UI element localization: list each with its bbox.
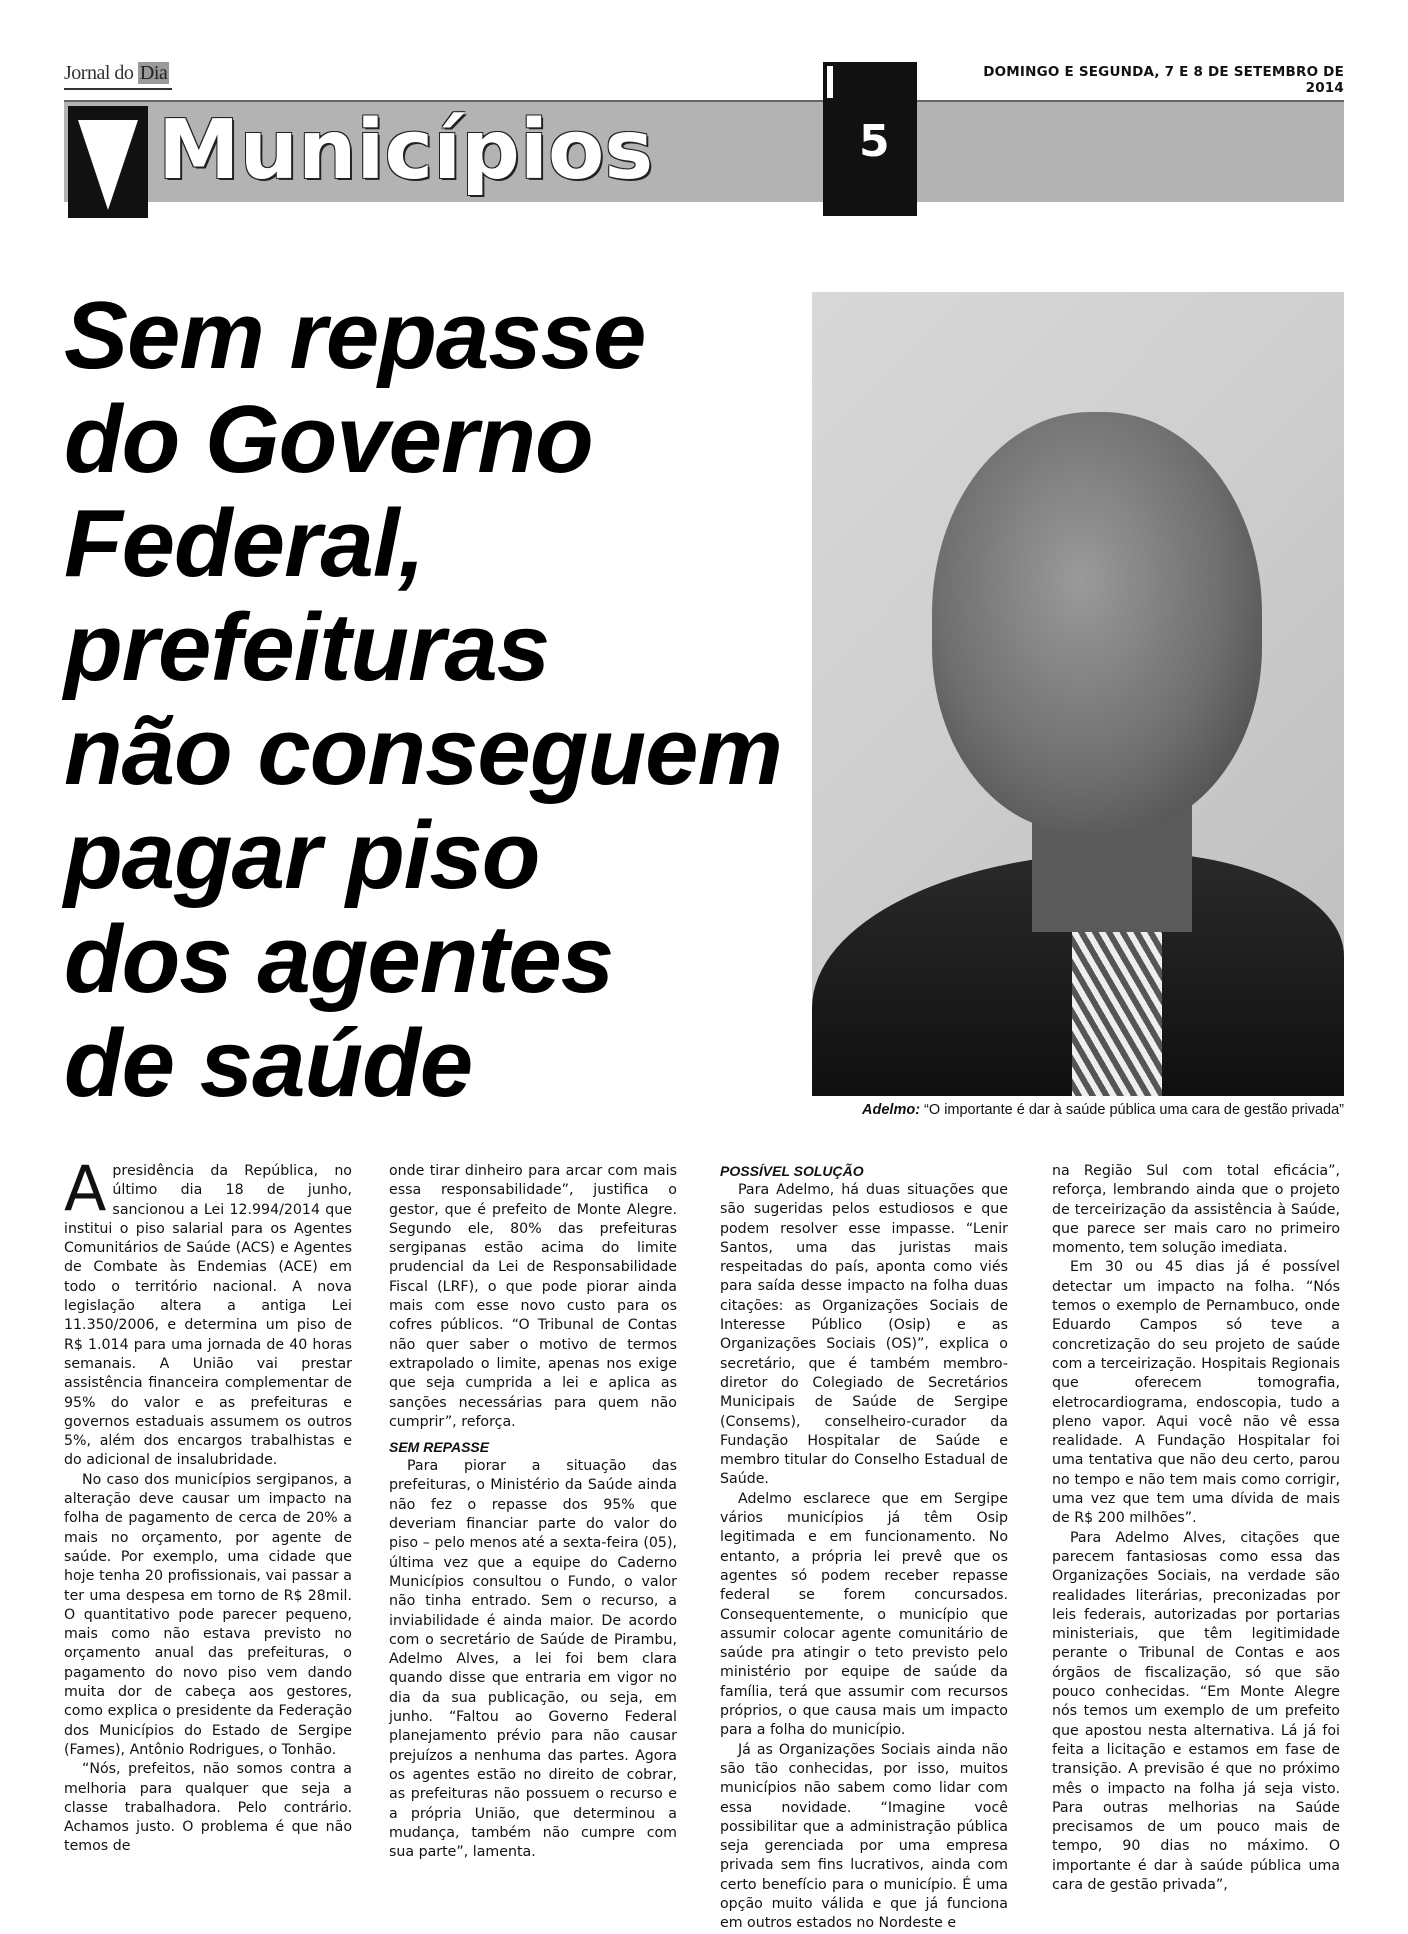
page-number-tick (827, 66, 833, 98)
dropcap: A (64, 1152, 107, 1225)
paragraph: Adelmo esclarece que em Sergipe vários municípios já têm Osip legitimada e em funcionamento. No entanto, a própria lei prevê que os agentes só podem receber repasse federal se forem concursados. Consequentemente, o município que assumir colocar agente comunitário de saúde pra atingir o teto previsto pelo ministério por equipe de saúde da família, terá que assumir com recursos próprios, o que causa mais um impacto para a folha do município. (720, 1490, 1008, 1739)
article-column-4 (1052, 1162, 1340, 1895)
caption-text: “O importante é dar à saúde pública uma cara de gestão privada” (920, 1102, 1344, 1118)
page-number-box (823, 62, 917, 216)
paragraph: No caso dos municípios sergipanos, a alteração deve causar um impacto na folha de pagamento de cerca de 20% a mais no orçamento, por agente de saúde. Por exemplo, uma cidade que hoje tenha 20 profissionais, vai passar a ter uma despesa em torno de R$ 28mil. O quantitativo pode parecer pequeno, mais como não estava previsto no orçamento anual das prefeituras, o pagamento do novo piso vem dando muita dor de cabeça aos gestores, como explica o presidente da Federação dos Municípios do Estado de Sergipe (Fames), Antônio Rodrigues, o Tonhão. (64, 1471, 352, 1758)
section-logo-icon (68, 106, 148, 218)
masthead-name-highlight: Dia (139, 62, 168, 84)
paragraph: Em 30 ou 45 dias já é possível detectar um impacto na folha. “Nós temos o exemplo de Pernambuco, onde Eduardo Campos só teve a concretização do seu projeto de saúde com a terceirização. Hospitais Regionais que oferecem tomografia, eletrocardiograma, endoscopia, tudo a pleno vapor. Aqui você não vê essa realidade. A Fundação Hospitalar foi uma tentativa que não deu certo, parou no tempo e não tem mais como corrigir, uma vez que tem uma dívida de mais de R$ 200 milhões”. (1052, 1259, 1340, 1527)
photo-caption (812, 1102, 1344, 1118)
paragraph: Para Adelmo, há duas situações que são sugeridas pelos estudiosos e que podem resolver esse impasse. “Lenir Santos, uma das juristas mais respeitadas do país, aponta como viés para saída desse impacto na folha duas citações: as Organizações Sociais de Interesse Público (Osip) e as Organizações Sociais (OS)”, explica o secretário, que é também membro-diretor do Colegiado de Secretários Municipais de Saúde de Sergipe (Consems), conselheiro-curador da Fundação Hospitalar de Saúde e membro titular do Conselho Estadual de Saúde. (720, 1182, 1008, 1488)
newspaper-masthead (64, 62, 169, 85)
article-column-3 (720, 1162, 1008, 1934)
masthead-name: Jornal do (64, 62, 138, 84)
page-number: 5 (859, 116, 890, 167)
paragraph: “Nós, prefeitos, não somos contra a melhoria para qualquer que seja a classe trabalhadora. Pelo contrário. Achamos justo. O problema é que não temos de (64, 1761, 352, 1855)
subheading: POSSÍVEL SOLUÇÃO (720, 1163, 864, 1179)
headline: Sem repasse do Governo Federal, prefeituras não conseguem pagar piso dos agentes de saúde (64, 282, 782, 1117)
photo-head (932, 412, 1262, 832)
portrait-photo (812, 292, 1344, 1096)
subheading: SEM REPASSE (389, 1439, 490, 1456)
paragraph-text: presidência da República, no último dia 18 de junho, sancionou a Lei 12.994/2014 que institui o piso salarial para os Agentes Comunitários de Saúde (ACS) e Agentes de Combate às Endemias (ACE) em todo o território nacional. A nova legislação altera a antiga Lei 11.350/2006, e determina um piso de R$ 1.014 para uma jornada de 40 horas semanais. A União vai prestar assistência financeira complementar de 95% do valor e as prefeituras e governos estaduais assumem os outros 5%, além dos encargos trabalhistas e do adicional de insalubridade. (64, 1163, 352, 1469)
section-title: Municípios (158, 103, 654, 198)
article-column-1 (64, 1152, 352, 1857)
caption-name: Adelmo: (862, 1102, 921, 1118)
article-column-2 (389, 1162, 677, 1862)
dateline: DOMINGO E SEGUNDA, 7 E 8 DE SETEMBRO DE 2014 (983, 64, 1344, 96)
paragraph: na Região Sul com total eficácia”, reforça, lembrando ainda que o projeto de terceirização da assistência à Saúde, que parece ser mais caro no primeiro momento, tem solução imediata. (1052, 1163, 1340, 1257)
paragraph: Para piorar a situação das prefeituras, o Ministério da Saúde ainda não fez o repasse dos 95% que deveriam financiar parte do valor do piso – pelo menos até a sexta-feira (05), última vez que a equipe do Caderno Municípios consultou o Fundo, o valor não tinha entrado. Sem o recurso, a inviabilidade é ainda maior. De acordo com o secretário de Saúde de Pirambu, Adelmo Alves, a lei foi bem clara quando disse que entraria em vigor no dia da sua publicação, ou seja, em junho. “Faltou ao Governo Federal planejamento prévio para não causar prejuízos a nenhuma das partes. Agora os agentes estão no direito de cobrar, as prefeituras não possuem o recurso e a própria União, que determinou a mudança, também não cumpre com sua parte”, lamenta. (389, 1458, 677, 1861)
paragraph: Já as Organizações Sociais ainda não são tão conhecidas, por isso, muitos municípios não sabem como lidar com essa novidade. “Imagine você possibilitar que a administração pública seja gerenciada por uma empresa privada sem fins lucrativos, ainda com certo benefício para o município. É uma opção muito válida e que já funciona em outros estados no Nordeste e (720, 1741, 1008, 1932)
paragraph: Para Adelmo Alves, citações que parecem fantasiosas como essa das Organizações Sociais, na verdade são realidades literárias, preconizadas por leis federais, autorizadas por portarias ministeriais, que têm legitimidade perante o Tribunal de Contas e aos órgãos de fiscalização, só que são pouco conhecidas. “Em Monte Alegre nós temos um exemplo de um prefeito que apostou nesta alternativa. Lá já foi feita a licitação e estamos em fase de transição. A previsão é que no próximo mês o impacto na folha já seja visto. Para outras melhorias na Saúde precisamos de um pouco mais de tempo, 90 dias no máximo. O importante é dar à saúde pública uma cara de gestão privada”, (1052, 1529, 1340, 1893)
paragraph (64, 1152, 352, 1471)
paragraph: onde tirar dinheiro para arcar com mais essa responsabilidade”, justifica o gestor, que é prefeito de Monte Alegre. Segundo ele, 80% das prefeituras sergipanas estão acima do limite prudencial da Lei de Responsabilidade Fiscal (LRF), o que pode piorar ainda mais com esse novo custo para os cofres públicos. “O Tribunal de Contas não quer saber o motivo de termos extrapolado o limite, apenas nos exige que seja cumprida a lei e aplica as sanções necessárias para quem não cumprir”, reforça. (389, 1163, 677, 1430)
masthead-rule (64, 88, 172, 90)
